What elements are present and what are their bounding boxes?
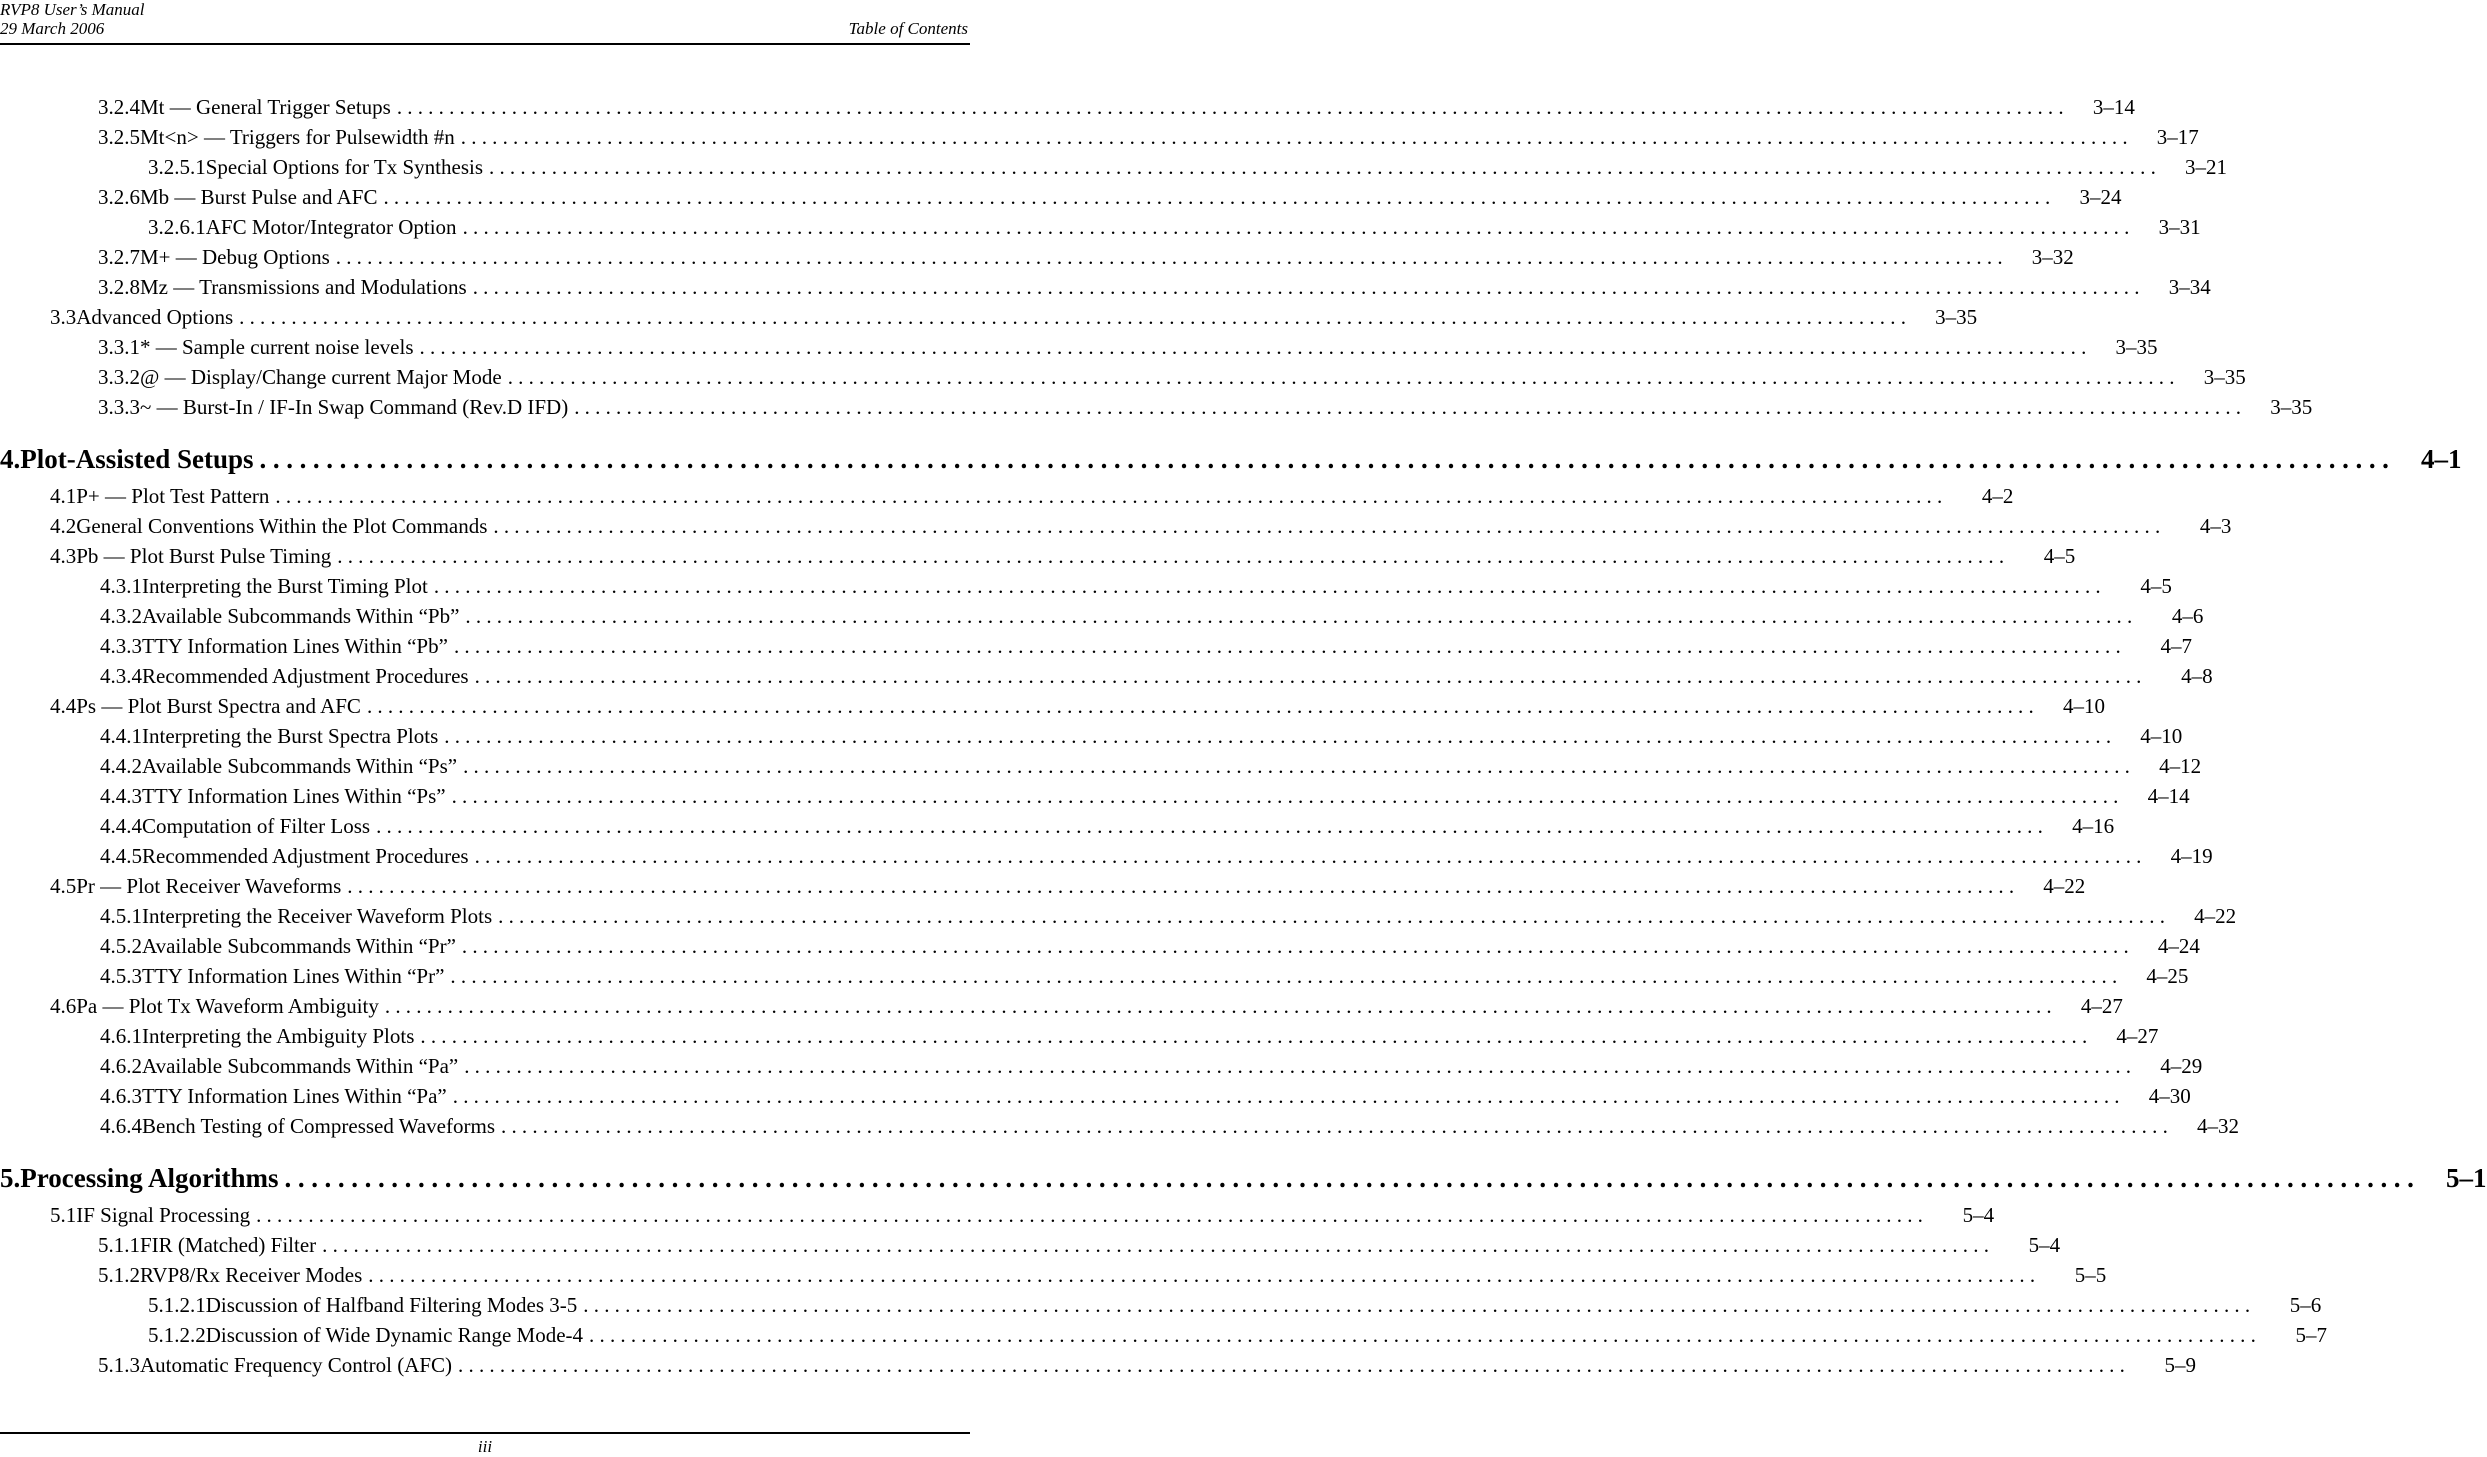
toc-entry[interactable] xyxy=(50,1202,1995,1228)
dot-leader: ................................................................................................................................................................ xyxy=(464,1054,2137,1078)
toc-number: 3.2.6.1 xyxy=(148,215,206,239)
toc-title: Advanced Options xyxy=(76,305,234,329)
page-header xyxy=(0,0,970,44)
dot-leader: ................................................................................................................................................................ xyxy=(368,1263,2041,1287)
dot-leader: ................................................................................................................................................................ xyxy=(366,694,2039,718)
toc-number: 5.1.1 xyxy=(98,1233,140,1257)
toc-page-number: 5–9 xyxy=(2164,1353,2197,1377)
toc-entry[interactable] xyxy=(98,1232,2061,1258)
dot-leader: ................................................................................................................................................................ xyxy=(420,1024,2093,1048)
toc-page-number: 4–8 xyxy=(2181,664,2213,688)
toc-title: Mt — General Trigger Setups xyxy=(140,95,391,119)
dot-leader: ................................................................................................................................................................ xyxy=(256,1203,1929,1227)
toc-entry[interactable] xyxy=(100,753,2202,779)
dot-leader: ................................................................................................................................................................ xyxy=(589,1323,2262,1347)
toc-page-number: 3–24 xyxy=(2079,185,2122,209)
toc-chapter-entry[interactable] xyxy=(0,443,2462,475)
toc-number: 4.3.1 xyxy=(100,574,142,598)
toc-number: 5.1.3 xyxy=(98,1353,140,1377)
toc-number: 5.1 xyxy=(50,1203,77,1227)
toc-number: 3.3 xyxy=(50,305,77,329)
toc-title: M+ — Debug Options xyxy=(140,245,330,269)
toc-page-number: 3–17 xyxy=(2156,125,2199,149)
toc-page-number: 3–35 xyxy=(1935,305,1978,329)
dot-leader: ................................................................................................................................................................ xyxy=(474,664,2147,688)
toc-number: 3.3.3 xyxy=(98,395,140,419)
dot-leader: ................................................................................................................................................................ xyxy=(384,994,2057,1018)
toc-page-number: 4–24 xyxy=(2157,934,2200,958)
toc-entry[interactable] xyxy=(100,633,2192,659)
toc-page-number: 4–14 xyxy=(2147,784,2190,808)
toc-entry[interactable] xyxy=(100,1113,2240,1139)
dot-leader: ................................................................................................................................................................ xyxy=(453,634,2126,658)
toc-page-number: 4–32 xyxy=(2197,1114,2240,1138)
toc-page-number: 3–21 xyxy=(2185,155,2228,179)
toc-number: 4.6.2 xyxy=(100,1054,142,1078)
dot-leader: ................................................................................................................................................................ xyxy=(463,754,2136,778)
toc-title: Computation of Filter Loss xyxy=(142,814,371,838)
toc-title: Available Subcommands Within “Ps” xyxy=(142,754,458,778)
toc-number: 3.2.5.1 xyxy=(148,155,206,179)
toc-number: 4.2 xyxy=(50,514,77,538)
toc-entry[interactable] xyxy=(100,1023,2159,1049)
toc-number: 4.3 xyxy=(50,544,77,568)
dot-leader: ................................................................................................................................................................ xyxy=(451,784,2124,808)
dot-leader: ................................................................................................................................................................ xyxy=(461,934,2134,958)
toc-number: 4.5.2 xyxy=(100,934,142,958)
toc-number: 4.5.3 xyxy=(100,964,142,988)
toc-entry[interactable] xyxy=(50,543,2076,569)
toc-entry[interactable] xyxy=(98,364,2246,390)
toc-entry[interactable] xyxy=(100,963,2189,989)
toc-page-number: 4–25 xyxy=(2146,964,2189,988)
dot-leader: ................................................................................................................................................................ xyxy=(583,1293,2256,1317)
toc-number: 5.1.2.1 xyxy=(148,1293,206,1317)
toc-number: 4.6 xyxy=(50,994,77,1018)
toc-entry[interactable] xyxy=(98,274,2211,300)
dot-leader: ................................................................................................................................................................ xyxy=(489,155,2162,179)
toc-title: Interpreting the Burst Timing Plot xyxy=(142,574,428,598)
dot-leader: ................................................................................................................................................................ xyxy=(501,1114,2174,1138)
dot-leader: ................................................................................................................................................................ xyxy=(460,125,2133,149)
toc-number: 4.6.4 xyxy=(100,1114,142,1138)
toc-number: 5.1.2.2 xyxy=(148,1323,206,1347)
toc-page-number: 4–3 xyxy=(2199,514,2232,538)
toc-page-number: 5–4 xyxy=(1962,1203,1995,1227)
toc-entry[interactable] xyxy=(100,1083,2191,1109)
toc-title: Processing Algorithms xyxy=(20,1163,279,1193)
toc-title: Discussion of Wide Dynamic Range Mode-4 xyxy=(205,1323,584,1347)
toc-entry[interactable] xyxy=(98,244,2074,270)
toc-title: TTY Information Lines Within “Pa” xyxy=(142,1084,447,1108)
section-title: Table of Contents xyxy=(848,19,968,38)
dot-leader: ................................................................................................................................................................ xyxy=(498,904,2171,928)
toc-page-number: 4–29 xyxy=(2160,1054,2203,1078)
toc-page-number: 4–2 xyxy=(1981,484,2014,508)
dot-leader: ................................................................................................................................................................ xyxy=(450,964,2123,988)
toc-entry[interactable] xyxy=(100,783,2190,809)
toc-number: 5.1.2 xyxy=(98,1263,140,1287)
toc-page-number: 4–10 xyxy=(2140,724,2183,748)
toc-title: Plot-Assisted Setups xyxy=(20,444,254,474)
toc-number: 4.4.1 xyxy=(100,724,142,748)
dot-leader: ................................................................................................................................................................ xyxy=(337,544,2010,568)
toc-number: 5. xyxy=(0,1163,21,1193)
toc-title: IF Signal Processing xyxy=(76,1203,251,1227)
toc-title: Special Options for Tx Synthesis xyxy=(205,155,484,179)
dot-leader: ................................................................................................................................................................ xyxy=(452,1084,2125,1108)
toc-page-number: 5–7 xyxy=(2295,1323,2328,1347)
toc-entry[interactable] xyxy=(98,394,2313,420)
toc-number: 3.2.7 xyxy=(98,245,140,269)
toc-number: 4.4.3 xyxy=(100,784,142,808)
toc-entry[interactable] xyxy=(98,334,2158,360)
toc-title: Mt<n> — Triggers for Pulsewidth #n xyxy=(140,125,455,149)
toc-title: Mz — Transmissions and Modulations xyxy=(140,275,467,299)
toc-title: P+ — Plot Test Pattern xyxy=(76,484,270,508)
toc-page-number: 5–6 xyxy=(2289,1293,2322,1317)
dot-leader: ................................................................................................................................................................ xyxy=(472,275,2145,299)
toc-number: 4.6.3 xyxy=(100,1084,142,1108)
manual-title: RVP8 User’s Manual xyxy=(0,0,145,19)
toc-page-number: 4–5 xyxy=(2140,574,2172,598)
toc-title: @ — Display/Change current Major Mode xyxy=(140,365,502,389)
toc-entry[interactable] xyxy=(98,1352,2197,1378)
toc-title: * — Sample current noise levels xyxy=(140,335,414,359)
toc-page-number: 5–5 xyxy=(2074,1263,2107,1287)
toc-entry[interactable] xyxy=(98,1262,2107,1288)
toc-number: 3.2.8 xyxy=(98,275,140,299)
toc-title: Mb — Burst Pulse and AFC xyxy=(140,185,378,209)
dot-leader: ................................................................................................................................................................ xyxy=(396,95,2069,119)
dot-leader: ................................................................................................................................................................ xyxy=(383,185,2056,209)
toc-title: ~ — Burst-In / IF-In Swap Command (Rev.D IFD) xyxy=(140,395,569,419)
dot-leader: ................................................................................................................................................................ xyxy=(474,844,2147,868)
toc-entry[interactable] xyxy=(98,184,2122,210)
toc-page-number: 4–19 xyxy=(2170,844,2213,868)
toc-title: Interpreting the Receiver Waveform Plots xyxy=(142,904,493,928)
page-number: iii xyxy=(477,1437,493,1456)
toc-number: 3.2.5 xyxy=(98,125,140,149)
toc-title: Automatic Frequency Control (AFC) xyxy=(140,1353,453,1377)
toc-entry[interactable] xyxy=(98,94,2135,120)
toc-page-number: 4–5 xyxy=(2043,544,2076,568)
toc-number: 4.3.3 xyxy=(100,634,142,658)
toc-page-number: 4–30 xyxy=(2148,1084,2191,1108)
toc-number: 3.2.6 xyxy=(98,185,140,209)
toc-title: Available Subcommands Within “Pb” xyxy=(142,604,460,628)
toc-page-number: 4–22 xyxy=(2043,874,2086,898)
toc-title: RVP8/Rx Receiver Modes xyxy=(140,1263,363,1287)
toc-entry[interactable] xyxy=(148,154,2228,180)
toc-page-number: 4–6 xyxy=(2171,604,2204,628)
toc-number: 4. xyxy=(0,444,21,474)
toc-number: 3.3.2 xyxy=(98,365,140,389)
toc-page-number: 3–32 xyxy=(2031,245,2074,269)
toc-number: 4.4.5 xyxy=(100,844,142,868)
toc-page-number: 4–16 xyxy=(2072,814,2115,838)
toc-title: Recommended Adjustment Procedures xyxy=(142,664,469,688)
toc-title: Pr — Plot Receiver Waveforms xyxy=(76,874,342,898)
dot-leader: ................................................................................................................................................................ xyxy=(462,215,2135,239)
toc-entry[interactable] xyxy=(148,1322,2328,1348)
toc-entry[interactable] xyxy=(148,1292,2322,1318)
toc-number: 4.1 xyxy=(50,484,77,508)
manual-date: 29 March 2006 xyxy=(0,19,105,38)
toc-page-number: 4–1 xyxy=(2421,444,2462,474)
toc-page-number: 4–27 xyxy=(2116,1024,2159,1048)
toc-page-number: 4–10 xyxy=(2062,694,2105,718)
toc-chapter-entry[interactable] xyxy=(0,1162,2487,1194)
toc-title: Interpreting the Burst Spectra Plots xyxy=(142,724,439,748)
dot-leader: ................................................................................................................................................................ xyxy=(239,305,1912,329)
toc-title: Available Subcommands Within “Pr” xyxy=(142,934,456,958)
toc-page-number: 3–14 xyxy=(2092,95,2135,119)
toc-title: TTY Information Lines Within “Ps” xyxy=(142,784,446,808)
dot-leader: ................................................................................................................................................................ xyxy=(335,245,2008,269)
toc-entry[interactable] xyxy=(100,1053,2203,1079)
dot-leader: ................................................................................................................................................................ xyxy=(507,365,2180,389)
toc-entry[interactable] xyxy=(50,993,2123,1019)
toc-entry[interactable] xyxy=(50,513,2232,539)
toc-page-number: 5–1 xyxy=(2446,1163,2487,1193)
dot-leader: ................................................................................................................................................................ xyxy=(284,1163,2421,1193)
toc-number: 3.2.4 xyxy=(98,95,140,119)
toc-page-number: 3–35 xyxy=(2203,365,2246,389)
dot-leader: ................................................................................................................................................................ xyxy=(465,604,2138,628)
dot-leader: ................................................................................................................................................................ xyxy=(574,395,2247,419)
toc-entry[interactable] xyxy=(50,693,2105,719)
toc-entry[interactable] xyxy=(100,603,2204,629)
toc-entry[interactable] xyxy=(100,723,2183,749)
toc-page-number: 3–35 xyxy=(2270,395,2313,419)
toc-title: AFC Motor/Integrator Option xyxy=(205,215,457,239)
dot-leader: ................................................................................................................................................................ xyxy=(275,484,1948,508)
toc-title: Discussion of Halfband Filtering Modes 3-5 xyxy=(205,1293,578,1317)
toc-number: 3.3.1 xyxy=(98,335,140,359)
toc-page-number: 4–12 xyxy=(2159,754,2202,778)
dot-leader: ................................................................................................................................................................ xyxy=(419,335,2092,359)
dot-leader: ................................................................................................................................................................ xyxy=(259,444,2396,474)
toc-title: Pa — Plot Tx Waveform Ambiguity xyxy=(76,994,379,1018)
toc-number: 4.5 xyxy=(50,874,77,898)
toc-entry[interactable] xyxy=(98,124,2199,150)
toc-title: Recommended Adjustment Procedures xyxy=(142,844,469,868)
toc-entry[interactable] xyxy=(50,304,1978,330)
toc-entry[interactable] xyxy=(100,573,2172,599)
toc-number: 4.4.4 xyxy=(100,814,142,838)
toc-title: General Conventions Within the Plot Commands xyxy=(76,514,488,538)
footer-rule xyxy=(0,1432,970,1434)
toc-title: Interpreting the Ambiguity Plots xyxy=(142,1024,415,1048)
toc-page-number: 3–35 xyxy=(2115,335,2158,359)
toc-title: Bench Testing of Compressed Waveforms xyxy=(142,1114,496,1138)
toc-title: TTY Information Lines Within “Pb” xyxy=(142,634,448,658)
toc-title: Pb — Plot Burst Pulse Timing xyxy=(76,544,332,568)
toc-entry[interactable] xyxy=(100,903,2237,929)
toc-number: 4.4.2 xyxy=(100,754,142,778)
toc-page-number: 4–7 xyxy=(2160,634,2192,658)
toc-number: 4.6.1 xyxy=(100,1024,142,1048)
dot-leader: ................................................................................................................................................................ xyxy=(433,574,2106,598)
toc-page-number: 5–4 xyxy=(2028,1233,2061,1257)
toc-entry[interactable] xyxy=(100,933,2200,959)
toc-entry[interactable] xyxy=(148,214,2201,240)
dot-leader: ................................................................................................................................................................ xyxy=(493,514,2166,538)
toc-number: 4.3.2 xyxy=(100,604,142,628)
toc-entry[interactable] xyxy=(100,813,2115,839)
toc-number: 4.4 xyxy=(50,694,77,718)
toc-title: Ps — Plot Burst Spectra and AFC xyxy=(76,694,361,718)
toc-title: TTY Information Lines Within “Pr” xyxy=(142,964,445,988)
toc-title: FIR (Matched) Filter xyxy=(140,1233,317,1257)
toc-entry[interactable] xyxy=(50,483,2014,509)
toc-title: Available Subcommands Within “Pa” xyxy=(142,1054,459,1078)
dot-leader: ................................................................................................................................................................ xyxy=(347,874,2020,898)
toc-page-number: 4–27 xyxy=(2080,994,2123,1018)
toc-page-number: 4–22 xyxy=(2194,904,2237,928)
toc-number: 4.5.1 xyxy=(100,904,142,928)
toc-page-number: 3–31 xyxy=(2158,215,2201,239)
dot-leader: ................................................................................................................................................................ xyxy=(444,724,2117,748)
toc-number: 4.3.4 xyxy=(100,664,142,688)
toc-page-number: 3–34 xyxy=(2168,275,2211,299)
dot-leader: ................................................................................................................................................................ xyxy=(458,1353,2131,1377)
toc-entry[interactable] xyxy=(100,843,2213,869)
dot-leader: ................................................................................................................................................................ xyxy=(376,814,2049,838)
toc-entry[interactable] xyxy=(100,663,2213,689)
toc-entry[interactable] xyxy=(50,873,2086,899)
header-rule xyxy=(0,43,970,45)
dot-leader: ................................................................................................................................................................ xyxy=(322,1233,1995,1257)
